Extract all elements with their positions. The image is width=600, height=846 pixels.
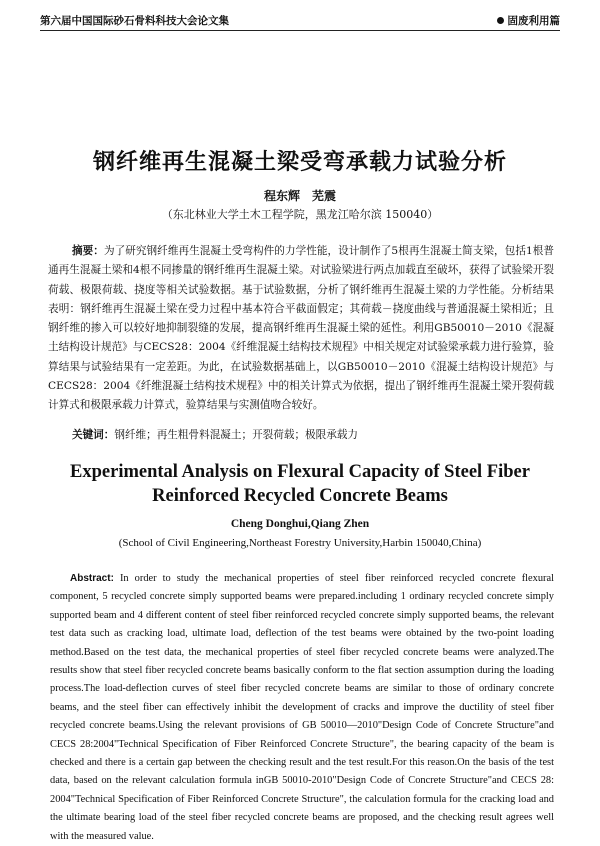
chinese-abstract-text: 为了研究钢纤维再生混凝土受弯构件的力学性能，设计制作了5根再生混凝土简支梁，包括1根普通再生混凝土梁和4根不同掺量的钢纤维再生混凝土梁。对试验梁进行两点加载直至破坏，获得了试验梁开裂荷载、极限荷载、挠度等相关试验数据。基于试验数据，分析了钢纤维再生混凝土梁的力学性能。分析结果表明：钢纤维再生混凝土梁在受力过程中基本符合平截面假定；其荷载－挠度曲线与普通混凝土梁相近；且钢纤维的掺入可以较好地抑制裂缝的发展，提高钢纤维再生混凝土梁的延性。利用GB50010－2010《混凝土结构设计规范》与CECS28：2004《纤维混凝土结构技术规程》中相关规定对试验梁承载力进行验算，验算结果与试验结果有一定差距。为此，在试验数据基础上，以GB50010－2010《混凝土结构设计规范》与CECS28：2004《纤维混凝土结构技术规程》中的相关计算式为依据，提出了钢纤维再生混凝土梁开裂荷载计算式和极限承载力计算式，验算结果与实测值吻合较好。 bbox=[48, 245, 555, 412]
english-abstract-label: Abstract: bbox=[70, 573, 114, 584]
section-name: 固废利用篇 bbox=[507, 14, 560, 27]
english-authors: Cheng Donghui,Qiang Zhen bbox=[230, 518, 370, 530]
running-header bbox=[40, 12, 560, 28]
english-abstract-text: In order to study the mechanical properties of steel fiber reinforced recycled concrete flexural component, 5 recycled concrete simply supported beams were prepared.including 1 ordinary recycled concrete simply supported beam and 4 different content of steel fiber reinforced recycled concrete simply supported beams, the relevant test data such as cracking load, ultimate load, deflection of the test beams were obtained by the two-point loading method.Based on the test data, the mechanical properties of steel fiber recycled concrete beams were analyzed.The results show that steel fiber recycled concrete beams basically conform to the flat section assumption during the loading process.The load-deflection curves of steel fiber recycled concrete beams are similar to those of ordinary concrete beams, and the steel fiber can effectively inhibit the development of cracks and improve the ductility of steel fiber recycled concrete beams.Using the relevant provisions of GB 50010—2010"Design Code of Concrete Structure"and CECS 28:2004"Technical Specification of Fiber Reinforced Concrete Structure", the bearing capacity of the beam is checked and there is a certain gap between the checking result and the test result.For this reason.On the basis of the test data, based on the relevant calculation formula inGB 50010-2010"Design Code of Concrete Structure"and CECS 28: 2004"Technical Specification of Fiber Reinforced Concrete Structure", the calculation formula for the cracking load and the ultimate bearing load of the steel fiber recycled concrete beams are proposed, and the checking result agrees well with the measured value. bbox=[50, 573, 555, 842]
english-affiliation: (School of Civil Engineering,Northeast Forestry University,Harbin 150040,China) bbox=[118, 537, 482, 549]
chinese-keywords-label: 关键词： bbox=[72, 429, 115, 441]
bullet-icon bbox=[497, 17, 504, 24]
journal-name: 第六届中国国际砂石骨料科技大会论文集 bbox=[40, 14, 229, 27]
section-tag bbox=[497, 13, 561, 28]
chinese-abstract bbox=[48, 242, 554, 416]
chinese-keywords bbox=[72, 427, 554, 443]
chinese-abstract-label: 摘要： bbox=[72, 245, 104, 257]
chinese-title: 钢纤维再生混凝土梁受弯承载力试验分析 bbox=[92, 150, 507, 175]
header-divider bbox=[40, 30, 560, 31]
chinese-authors: 程东辉 芜震 bbox=[263, 189, 336, 203]
chinese-keywords-text: 钢纤维；再生粗骨料混凝土；开裂荷载；极限承载力 bbox=[114, 429, 359, 441]
english-title: Experimental Analysis on Flexural Capacity of Steel Fiber Reinforced Recycled Concrete Beams bbox=[70, 462, 530, 506]
chinese-affiliation: （东北林业大学土木工程学院，黑龙江哈尔滨 150040） bbox=[161, 208, 439, 221]
english-abstract bbox=[50, 570, 554, 846]
